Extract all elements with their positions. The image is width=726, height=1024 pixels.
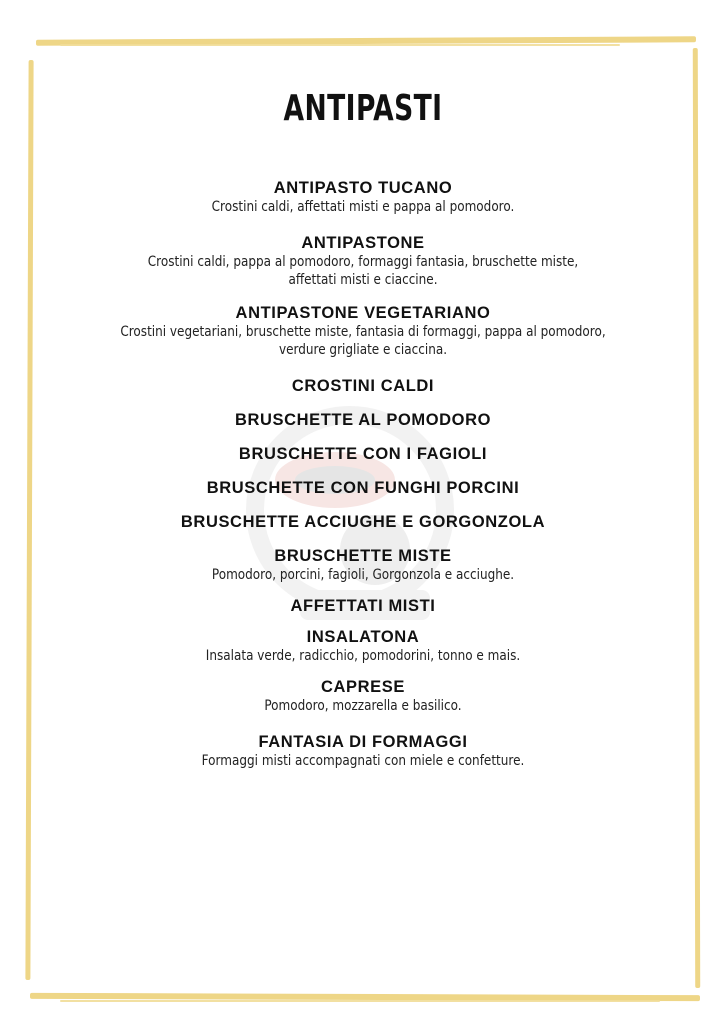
menu-item-name: BRUSCHETTE ACCIUGHE E GORGONZOLA — [180, 513, 546, 531]
menu-item-name: ANTIPASTO TUCANO — [273, 179, 453, 197]
menu-item-name: CROSTINI CALDI — [291, 377, 435, 395]
menu-item-name: ANTIPASTONE — [301, 234, 425, 252]
menu-item-description: verdure grigliate e ciaccina. — [278, 342, 448, 358]
menu-item-name: AFFETTATI MISTI — [290, 597, 436, 615]
frame-top-stroke-thin — [60, 44, 620, 46]
menu-item-description: Pomodoro, porcini, fagioli, Gorgonzola e acciughe. — [211, 567, 515, 583]
page-title: ANTIPASTI — [283, 88, 443, 129]
menu-item-description: Crostini vegetariani, bruschette miste, fantasia di formaggi, pappa al pomodoro, — [120, 324, 606, 340]
menu-item-description: affettati misti e ciaccine. — [288, 272, 438, 288]
menu-item-description: Crostini caldi, affettati misti e pappa al pomodoro. — [211, 199, 515, 215]
menu-item-name: BRUSCHETTE MISTE — [274, 547, 452, 565]
menu-item-name: BRUSCHETTE CON FUNGHI PORCINI — [206, 479, 520, 497]
menu-item-name: BRUSCHETTE AL POMODORO — [234, 411, 492, 429]
menu-item-name: BRUSCHETTE CON I FAGIOLI — [238, 445, 488, 463]
menu-item-description: Insalata verde, radicchio, pomodorini, tonno e mais. — [205, 648, 521, 664]
frame-bottom-stroke-thin — [60, 1000, 660, 1002]
menu-item-name: ANTIPASTONE VEGETARIANO — [235, 304, 491, 322]
menu-item-description: Formaggi misti accompagnati con miele e confetture. — [201, 753, 525, 769]
menu-item-name: FANTASIA DI FORMAGGI — [258, 733, 468, 751]
menu-item-description: Crostini caldi, pappa al pomodoro, formaggi fantasia, bruschette miste, — [147, 254, 579, 270]
menu-item-description: Pomodoro, mozzarella e basilico. — [264, 698, 462, 714]
menu-item-name: CAPRESE — [321, 678, 405, 696]
menu-item-name: INSALATONA — [306, 628, 420, 646]
